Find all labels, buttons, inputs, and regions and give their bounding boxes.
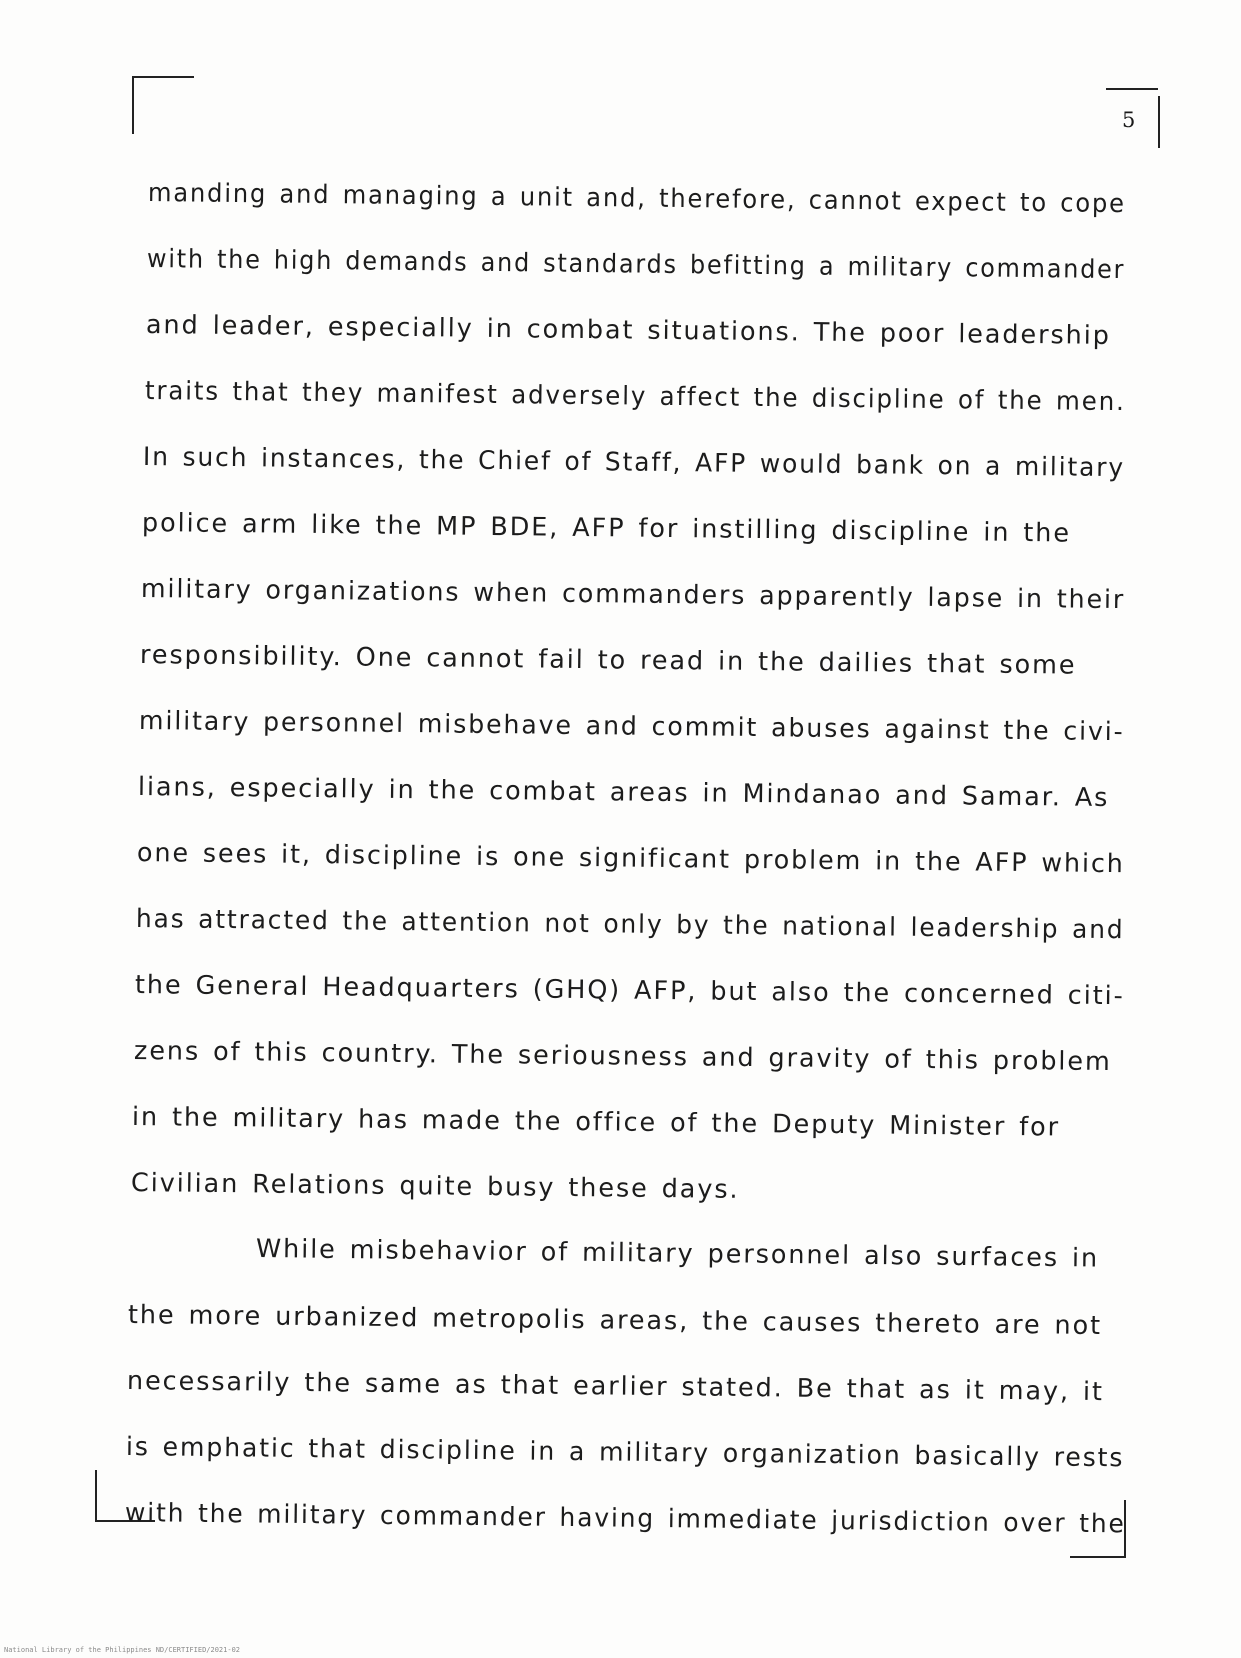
body-line-21: with the military commander having immediate jurisdiction over the [124, 1498, 1126, 1540]
body-line-18: the more urbanized metropolis areas, the causes thereto are not [127, 1300, 1103, 1342]
body-line-19: necessarily the same as that earlier stated. Be that as it may, it [126, 1366, 1104, 1408]
body-line-14: zens of this country. The seriousness and gravity of this problem [133, 1036, 1112, 1078]
body-line-4: traits that they manifest adversely affect the discipline of the men. [144, 376, 1126, 418]
body-line-20: is emphatic that discipline in a military organization basically rests [125, 1432, 1125, 1474]
body-line-17: While misbehavior of military personnel also surfaces in [255, 1234, 1100, 1274]
page-number: 5 [1122, 108, 1136, 132]
body-line-6: police arm like the MP BDE, AFP for instilling discipline in the [141, 508, 1072, 549]
body-line-16: Civilian Relations quite busy these days. [130, 1168, 740, 1205]
body-line-13: the General Headquarters (GHQ) AFP, but also the concerned citi- [134, 970, 1125, 1012]
body-line-5: In such instances, the Chief of Staff, AFP would bank on a military [142, 442, 1126, 484]
body-line-12: has attracted the attention not only by the national leadership and [135, 904, 1125, 946]
body-line-7: military organizations when commanders apparently lapse in their [140, 574, 1126, 616]
body-line-1: manding and managing a unit and, therefore, cannot expect to cope [147, 178, 1126, 220]
body-line-9: military personnel misbehave and commit abuses against the civi- [138, 706, 1125, 748]
scan-footer-note: National Library of the Philippines ND/CERTIFIED/2021-02 [4, 1646, 241, 1654]
body-line-3: and leader, especially in combat situations. The poor leadership [145, 310, 1111, 351]
body-line-8: responsibility. One cannot fail to read in the dailies that some [139, 640, 1077, 681]
body-line-2: with the high demands and standards befitting a military commander [146, 244, 1126, 286]
body-line-11: one sees it, discipline is one significant problem in the AFP which [136, 838, 1125, 880]
body-line-10: lians, especially in the combat areas in Mindanao and Samar. As [137, 772, 1110, 814]
body-line-15: in the military has made the office of the Deputy Minister for [131, 1102, 1061, 1143]
